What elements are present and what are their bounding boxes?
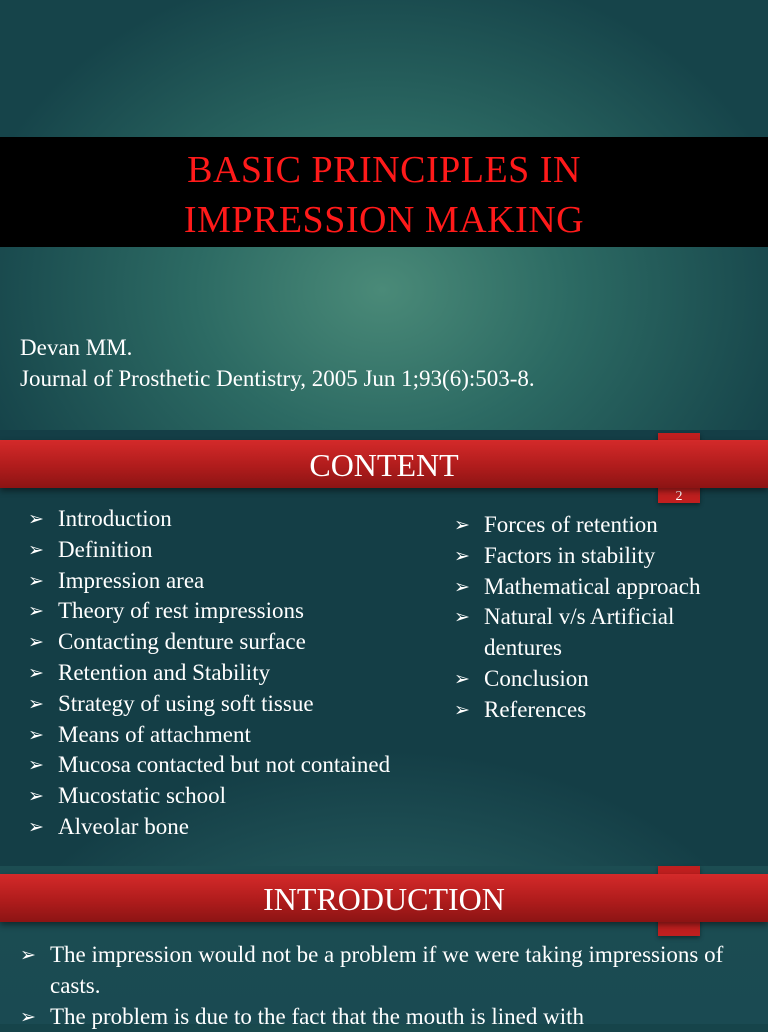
slide-number: 2 xyxy=(675,489,683,504)
title-line-1: BASIC PRINCIPLES IN xyxy=(187,149,581,191)
content-item-label: Impression area xyxy=(58,567,205,593)
content-item xyxy=(28,812,438,843)
title-line-2: IMPRESSION MAKING xyxy=(183,199,585,241)
arrow-bullet-icon: ➢ xyxy=(454,575,470,598)
arrow-bullet-icon: ➢ xyxy=(28,600,44,623)
arrow-bullet-icon: ➢ xyxy=(28,815,44,838)
content-item xyxy=(28,781,438,812)
content-item-label: Definition xyxy=(58,536,153,562)
arrow-bullet-icon: ➢ xyxy=(28,569,44,592)
content-list-left xyxy=(28,504,438,843)
intro-bullet xyxy=(20,1002,750,1032)
content-item-label: Mathematical approach xyxy=(484,573,701,599)
arrow-bullet-icon: ➢ xyxy=(454,667,470,690)
content-item-label: References xyxy=(484,696,587,722)
arrow-bullet-icon: ➢ xyxy=(454,514,470,536)
content-item xyxy=(28,720,438,751)
arrow-bullet-icon: ➢ xyxy=(454,544,470,567)
content-item xyxy=(28,566,438,597)
intro-bullet xyxy=(20,940,750,1002)
content-item-label: Mucosa contacted but not contained xyxy=(58,752,391,778)
content-item-label: Conclusion xyxy=(484,665,589,691)
intro-bullet-label: The problem is due to the fact that the mouth is lined with xyxy=(50,1003,584,1029)
content-item xyxy=(28,627,438,658)
content-item xyxy=(454,602,744,664)
content-item-label: Retention and Stability xyxy=(58,659,271,685)
content-item xyxy=(28,658,438,689)
arrow-bullet-icon: ➢ xyxy=(28,538,44,561)
intro-bullet-label: The impression would not be a problem if we were taking impressions of casts. xyxy=(50,942,724,998)
content-item xyxy=(454,541,744,572)
content-item xyxy=(454,664,744,695)
arrow-bullet-icon: ➢ xyxy=(28,661,44,684)
content-item xyxy=(454,510,744,541)
content-item-label: Theory of rest impressions xyxy=(58,598,304,624)
arrow-bullet-icon: ➢ xyxy=(454,698,470,721)
content-item-label: Factors in stability xyxy=(484,542,656,568)
journal-citation: Journal of Prosthetic Dentistry, 2005 Jun 1;93(6):503-8. xyxy=(20,366,535,391)
arrow-bullet-icon: ➢ xyxy=(20,944,36,966)
title-band xyxy=(0,137,768,247)
arrow-bullet-icon: ➢ xyxy=(28,692,44,715)
content-heading: CONTENT xyxy=(309,447,459,483)
content-item xyxy=(454,695,744,726)
content-item-label: Forces of retention xyxy=(484,512,658,537)
introduction-heading: INTRODUCTION xyxy=(263,881,505,917)
introduction-bullets xyxy=(20,940,750,1032)
content-item xyxy=(454,572,744,603)
content-item-label: Mucostatic school xyxy=(58,783,226,809)
arrow-bullet-icon: ➢ xyxy=(28,785,44,808)
arrow-bullet-icon: ➢ xyxy=(28,723,44,746)
introduction-heading-bar xyxy=(0,874,768,922)
arrow-bullet-icon: ➢ xyxy=(28,631,44,654)
content-item xyxy=(28,535,438,566)
content-item xyxy=(28,504,438,535)
content-list-right xyxy=(454,510,744,726)
arrow-bullet-icon: ➢ xyxy=(28,508,44,530)
author-name: Devan MM. xyxy=(20,335,133,360)
content-item-label: Strategy of using soft tissue xyxy=(58,690,314,716)
content-item-label: Natural v/s Artificial dentures xyxy=(484,604,675,661)
arrow-bullet-icon: ➢ xyxy=(454,606,470,629)
content-heading-bar xyxy=(0,440,768,488)
arrow-bullet-icon: ➢ xyxy=(20,1005,36,1028)
content-item-label: Means of attachment xyxy=(58,721,251,747)
arrow-bullet-icon: ➢ xyxy=(28,754,44,777)
content-item-label: Contacting denture surface xyxy=(58,629,306,655)
content-item xyxy=(28,689,438,720)
content-item xyxy=(28,750,438,781)
content-item-label: Introduction xyxy=(58,506,172,531)
content-item xyxy=(28,596,438,627)
content-item-label: Alveolar bone xyxy=(58,813,189,839)
